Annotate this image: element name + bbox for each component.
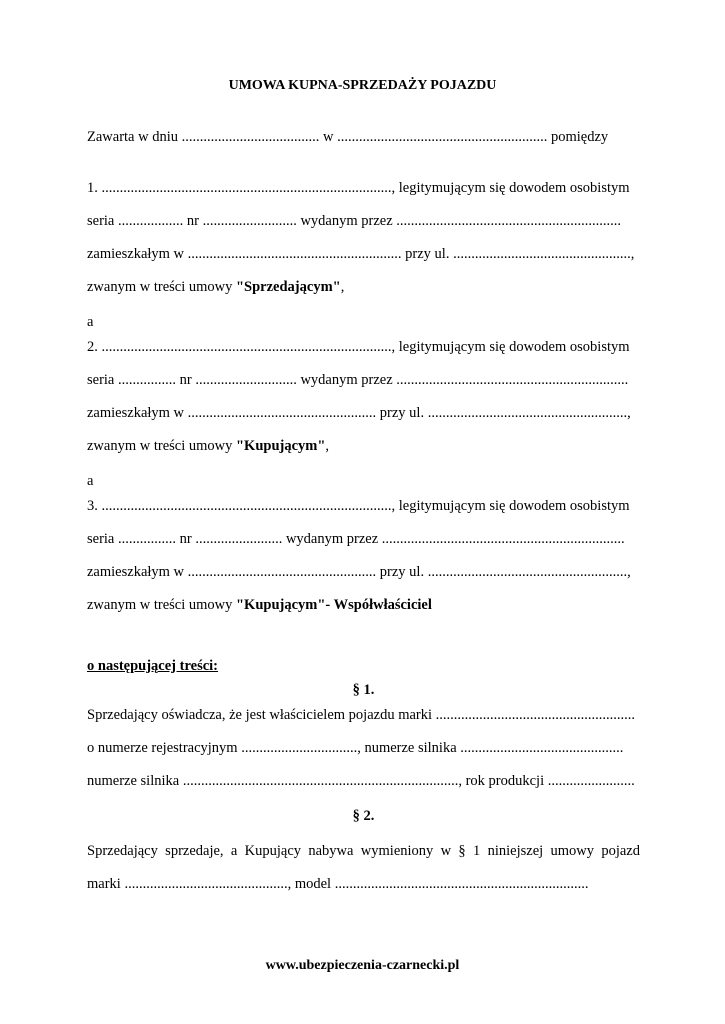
party3-role: [87, 596, 640, 614]
section1-heading-text: § 1.: [352, 682, 375, 698]
party3-role-prefix: zwanym w treści umowy: [87, 597, 236, 613]
document-title: UMOWA KUPNA-SPRZEDAŻY POJAZDU: [228, 78, 497, 93]
party2-role-name: "Kupującym": [236, 438, 326, 454]
footer-website: www.ubezpieczenia-czarnecki.pl: [265, 958, 460, 973]
section2-heading-text: § 2.: [352, 808, 375, 824]
party1-line1: 1. ................................................................................, legitymującym się dowodem osobistym: [87, 180, 630, 196]
party3-line3: zamieszkałym w .................................................... przy ul. .......................................................,: [87, 564, 631, 580]
section1-line3: numerze silnika ............................................................................, rok produkcji ........................: [87, 773, 635, 789]
party1-role-name: "Sprzedającym": [236, 279, 341, 295]
section1-line1: Sprzedający oświadcza, że jest właścicielem pojazdu marki .......................................................: [87, 707, 636, 723]
content-heading: [87, 657, 640, 675]
conjunction-1: a: [87, 314, 94, 330]
section2-heading: [87, 807, 640, 825]
party2-role-suffix: ,: [325, 438, 330, 454]
party1-line2: seria .................. nr .......................... wydanym przez ..............................................................: [87, 213, 622, 229]
party2-role: [87, 437, 640, 455]
party2-line1: 2. ................................................................................, legitymującym się dowodem osobistym: [87, 339, 630, 355]
party2-line2: seria ................ nr ............................ wydanym przez ................................................................: [87, 372, 629, 388]
party1-line3: zamieszkałym w ........................................................... przy ul. .................................................,: [87, 246, 635, 262]
party2-line3: zamieszkałym w .................................................... przy ul. .......................................................,: [87, 405, 631, 421]
conjunction-2: a: [87, 473, 94, 489]
section2-line1: Sprzedający sprzedaje, a Kupujący nabywa wymieniony w § 1 niniejszej umowy pojazd: [87, 843, 640, 859]
party1-role-suffix: ,: [340, 279, 345, 295]
section2-line2: marki ............................................., model ......................................................................: [87, 876, 589, 892]
party3-line2: seria ................ nr ........................ wydanym przez ...................................................................: [87, 531, 625, 547]
party1-role-prefix: zwanym w treści umowy: [87, 279, 236, 295]
content-heading-text: o następującej treści:: [87, 658, 219, 674]
party2-role-prefix: zwanym w treści umowy: [87, 438, 236, 454]
party3-line1: 3. ................................................................................, legitymującym się dowodem osobistym: [87, 498, 630, 514]
intro-line: Zawarta w dniu ...................................... w .......................................................... pomiędzy: [87, 129, 609, 145]
party1-role: [87, 278, 640, 296]
party3-role-name: "Kupującym"- Współwłaściciel: [236, 597, 432, 613]
section1-line2: o numerze rejestracyjnym ................................, numerze silnika .............................................: [87, 740, 624, 756]
section1-heading: [87, 681, 640, 699]
